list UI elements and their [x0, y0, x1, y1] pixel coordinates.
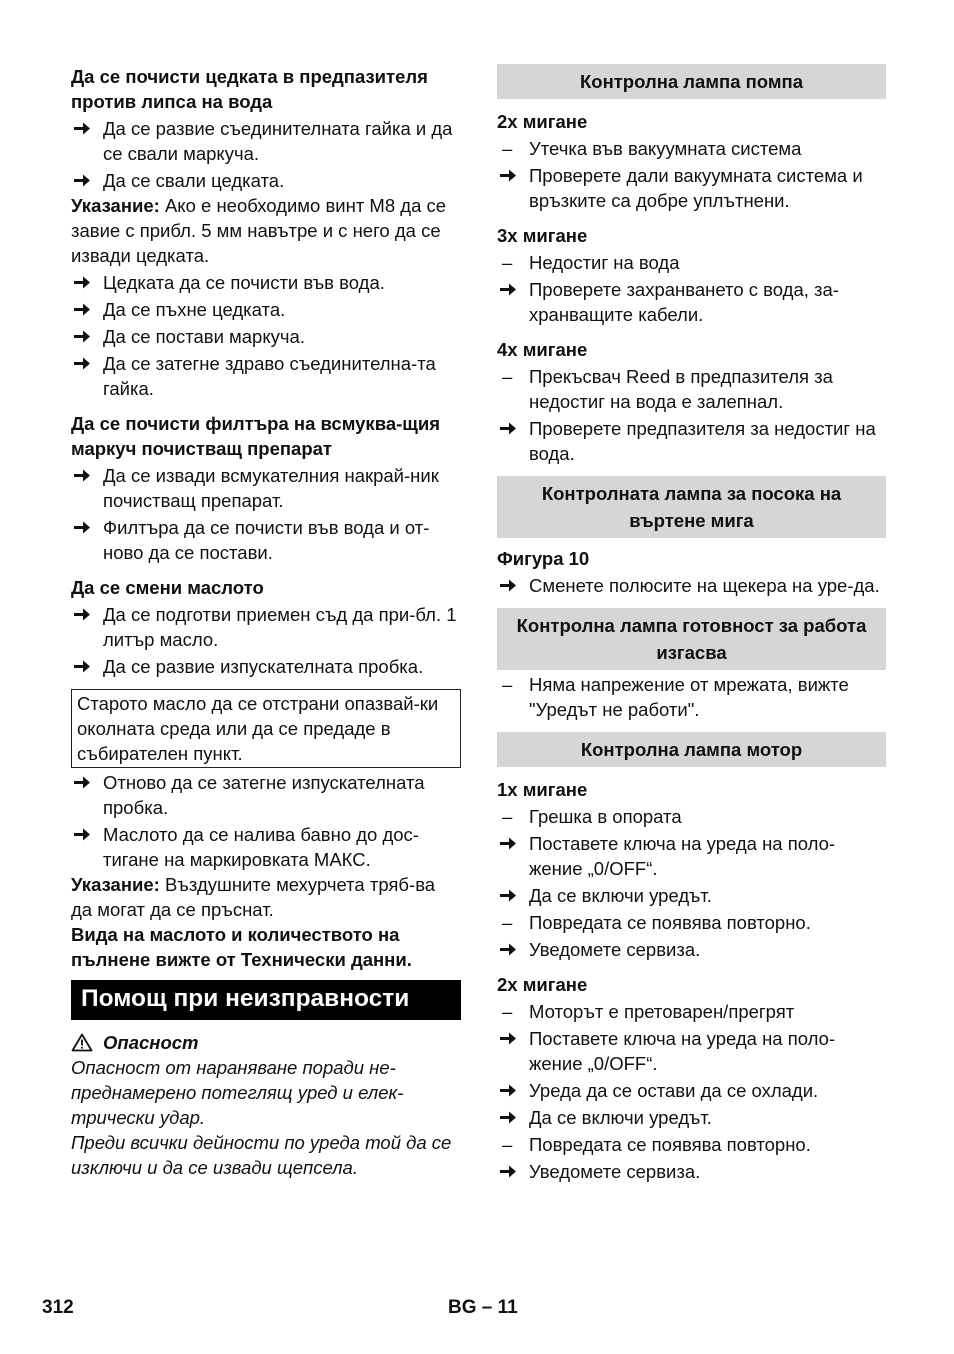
list-item — [71, 463, 461, 513]
band-ready-lamp: Контролна лампа готовност за работа изгасва — [497, 608, 886, 670]
item-text: Да се извади всмукателния накрай-ник почистващ препарат. — [103, 465, 439, 511]
item-text: Филтъра да се почисти във вода и от-ново да се постави. — [103, 517, 430, 563]
arrow-right-icon — [499, 1159, 523, 1179]
note-label: Указание: — [71, 874, 160, 895]
arrow-right-icon — [73, 515, 97, 535]
item-text: Уведомете сервиза. — [529, 939, 701, 960]
list-item — [497, 364, 886, 414]
item-text: Отново да се затегне изпускателната пробка. — [103, 772, 425, 818]
item-text: Поставете ключа на уреда на поло-жение „0/OFF“. — [529, 833, 836, 879]
list-item — [497, 136, 886, 161]
item-text: Да се включи уредът. — [529, 1107, 712, 1128]
arrow-right-icon — [499, 1105, 523, 1125]
item-text: Да се подготви приемен съд да при-бл. 1 литър масло. — [103, 604, 457, 650]
list-item — [497, 883, 886, 908]
list-item — [71, 270, 461, 295]
arrow-right-icon — [499, 573, 523, 593]
list-item — [71, 654, 461, 679]
right-column — [497, 64, 886, 1184]
warning-triangle-icon — [71, 1033, 93, 1052]
item-text: Да се затегне здраво съединителна-та гайка. — [103, 353, 436, 399]
band-motor-lamp: Контролна лампа мотор — [497, 732, 886, 767]
arrow-right-icon — [73, 116, 97, 136]
dash-marker: – — [502, 1001, 513, 1022]
list-item — [71, 822, 461, 872]
band-pump-lamp: Контролна лампа помпа — [497, 64, 886, 99]
list-item — [71, 116, 461, 166]
arrow-right-icon — [499, 416, 523, 436]
danger-text: Опасност от нараняване поради не-преднамерено потеглящ уред и елек-трически удар. — [71, 1057, 404, 1128]
list-item — [497, 937, 886, 962]
figure-label: Фигура 10 — [497, 548, 590, 569]
item-text: Утечка във вакуумната система — [529, 138, 802, 159]
list-item — [497, 804, 886, 829]
arrow-right-icon — [73, 822, 97, 842]
arrow-right-icon — [73, 654, 97, 674]
arrow-right-icon — [499, 1078, 523, 1098]
arrow-right-icon — [499, 1026, 523, 1046]
item-text: Да се развие изпускателната пробка. — [103, 656, 424, 677]
page-label: BG – 11 — [448, 1297, 518, 1318]
item-text: Да се пъхне цедката. — [103, 299, 286, 320]
list-item — [497, 910, 886, 935]
danger-heading — [71, 1030, 461, 1055]
item-text: Да се включи уредът. — [529, 885, 712, 906]
dash-marker: – — [502, 912, 513, 933]
arrow-right-icon — [499, 163, 523, 183]
note-label: Указание: — [71, 195, 160, 216]
note-paragraph — [71, 872, 461, 922]
dash-marker: – — [502, 138, 513, 159]
arrow-right-icon — [499, 831, 523, 851]
item-text: Проверете захранването с вода, за-хранващите кабели. — [529, 279, 839, 325]
arrow-right-icon — [73, 324, 97, 344]
item-text: Повредата се появява повторно. — [529, 912, 811, 933]
danger-text: Преди всички дейности по уреда той да се изключи и да се извади щепсела. — [71, 1132, 452, 1178]
list-item — [497, 672, 886, 722]
item-text: Поставете ключа на уреда на поло-жение „0/OFF“. — [529, 1028, 836, 1074]
step-list — [71, 116, 461, 193]
list-item — [497, 831, 886, 881]
arrow-right-icon — [499, 937, 523, 957]
item-text: Прекъсвач Reed в предпазителя за недостиг на вода е залепнал. — [529, 366, 833, 412]
list-item — [497, 573, 886, 598]
section-title: Помощ при неизправности — [71, 980, 461, 1020]
item-text: Уреда да се остави да се охлади. — [529, 1080, 819, 1101]
dash-marker: – — [502, 806, 513, 827]
arrow-right-icon — [499, 883, 523, 903]
item-text: Да се развие съединителната гайка и да се свали маркуча. — [103, 118, 453, 164]
dash-marker: – — [502, 252, 513, 273]
list-item — [497, 277, 886, 327]
item-text: Недостиг на вода — [529, 252, 680, 273]
blink-heading: 2x мигане — [497, 111, 588, 132]
list-item — [497, 250, 886, 275]
step-list — [71, 270, 461, 401]
arrow-right-icon — [73, 463, 97, 483]
item-text: Грешка в опората — [529, 806, 682, 827]
arrow-right-icon — [73, 602, 97, 622]
blink-heading: 2x мигане — [497, 974, 588, 995]
arrow-right-icon — [73, 770, 97, 790]
item-text: Цедката да се почисти във вода. — [103, 272, 385, 293]
step-list — [71, 602, 461, 679]
left-column — [71, 64, 461, 1180]
item-text: Проверете предпазителя за недостиг на вода. — [529, 418, 876, 464]
band-rotation-lamp: Контролната лампа за посока на въртене мига — [497, 476, 886, 538]
item-text: Да се свали цедката. — [103, 170, 285, 191]
arrow-right-icon — [73, 270, 97, 290]
item-text: Проверете дали вакуумната система и връзките са добре уплътнени. — [529, 165, 863, 211]
page-number: 312 — [42, 1297, 74, 1318]
list-item — [71, 515, 461, 565]
list-item — [497, 416, 886, 466]
dash-marker: – — [502, 366, 513, 387]
item-text: Няма напрежение от мрежата, вижте "Уредът не работи". — [529, 674, 849, 720]
heading-clean-sieve: Да се почисти цедката в предпазителя против липса на вода — [71, 66, 428, 112]
note-text: Ако е необходимо винт M8 да се завие с прибл. 5 мм навътре и с него да се извади цедката. — [71, 195, 447, 266]
arrow-right-icon — [499, 277, 523, 297]
danger-label: Опасност — [103, 1032, 199, 1053]
note-paragraph — [71, 193, 461, 268]
arrow-right-icon — [73, 297, 97, 317]
item-text: Сменете полюсите на щекера на уре-да. — [529, 575, 880, 596]
heading-clean-filter: Да се почисти филтъра на всмуква-щия маркуч почистващ препарат — [71, 413, 441, 459]
blink-heading: 1x мигане — [497, 779, 588, 800]
item-text: Уведомете сервиза. — [529, 1161, 701, 1182]
note-text: Въздушните мехурчета тряб-ва да могат да се пръснат. — [71, 874, 436, 920]
list-item — [71, 770, 461, 820]
list-item — [71, 602, 461, 652]
list-item — [71, 351, 461, 401]
pump-groups — [497, 109, 886, 466]
list-item — [497, 999, 886, 1024]
item-text: Да се постави маркуча. — [103, 326, 305, 347]
list-item — [497, 1078, 886, 1103]
list-item — [497, 1026, 886, 1076]
oil-type-reference: Вида на маслото и количеството на пълнене вижте от Технически данни. — [71, 924, 412, 970]
heading-change-oil: Да се смени маслото — [71, 577, 264, 598]
blink-heading: 4x мигане — [497, 339, 588, 360]
list-item — [497, 1132, 886, 1157]
list-item — [497, 163, 886, 213]
arrow-right-icon — [73, 351, 97, 371]
item-text: Повредата се появява повторно. — [529, 1134, 811, 1155]
list-item — [497, 1159, 886, 1184]
oil-disposal-notice: Старото масло да се отстрани опазвай-ки околната среда или да се предаде в събирателен пункт. — [71, 689, 461, 768]
list-item — [71, 324, 461, 349]
item-text: Моторът е претоварен/прегрят — [529, 1001, 795, 1022]
dash-marker: – — [502, 674, 513, 695]
step-list — [71, 770, 461, 872]
list-item — [71, 168, 461, 193]
blink-heading: 3x мигане — [497, 225, 588, 246]
list-item — [71, 297, 461, 322]
motor-groups — [497, 777, 886, 1184]
item-text: Маслото да се налива бавно до дос-тигане на маркировката МАКС. — [103, 824, 419, 870]
list-item — [497, 1105, 886, 1130]
step-list — [71, 463, 461, 565]
arrow-right-icon — [73, 168, 97, 188]
dash-marker: – — [502, 1134, 513, 1155]
